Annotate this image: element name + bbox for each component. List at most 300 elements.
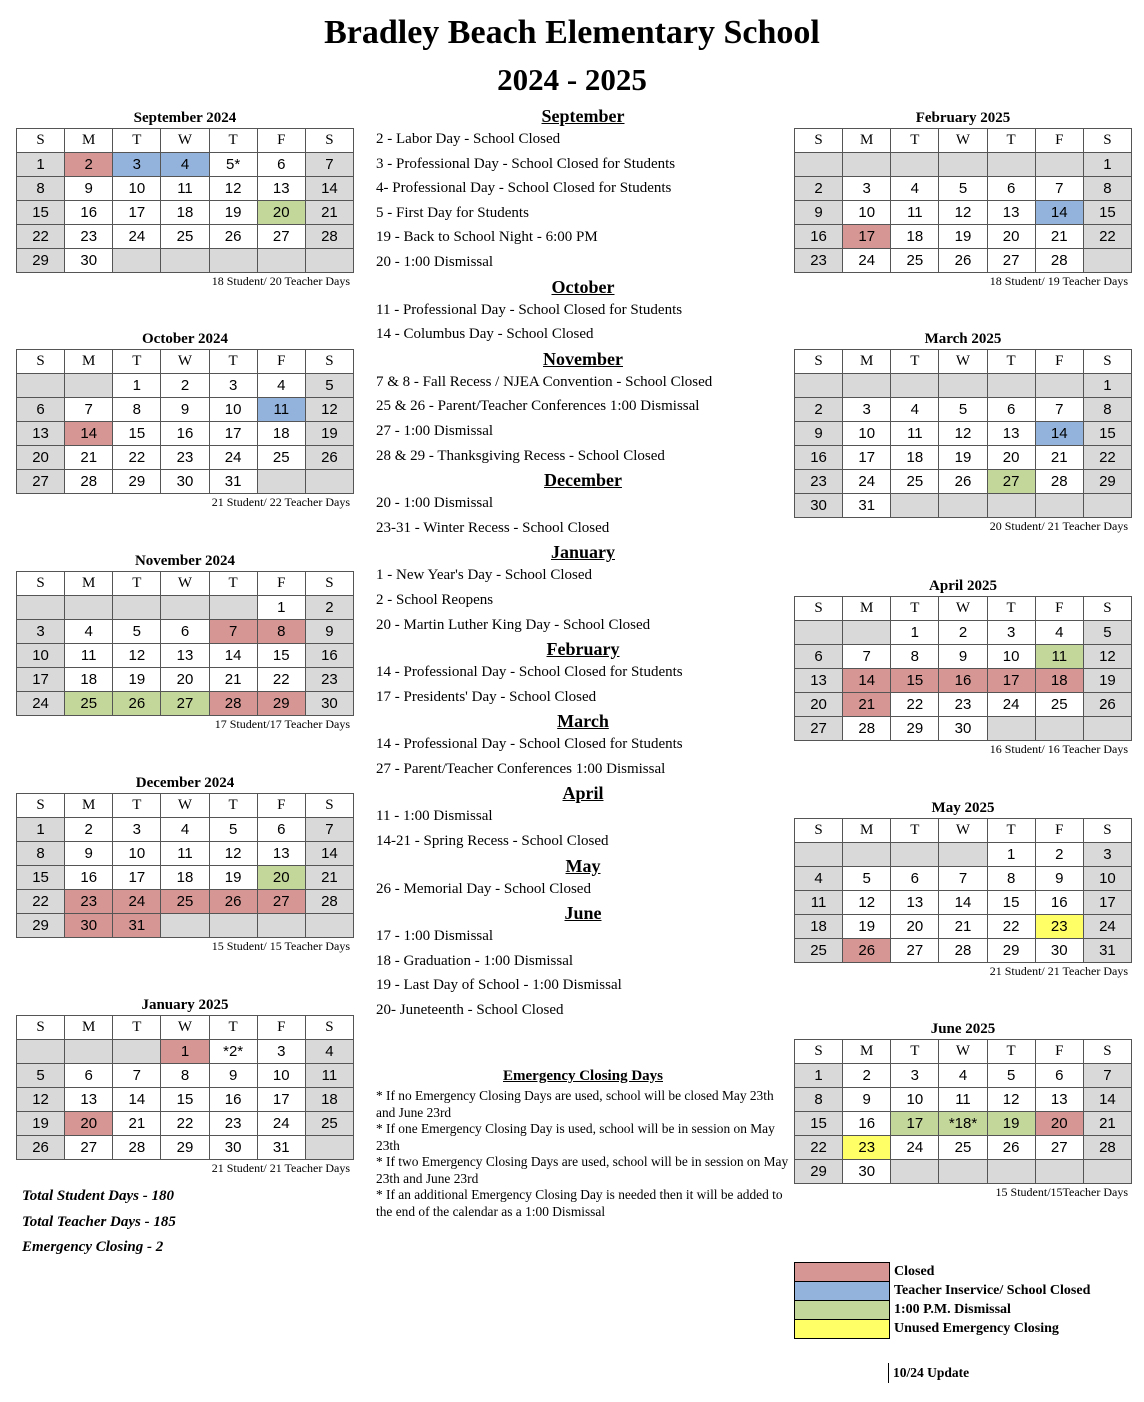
month-calendar xyxy=(16,995,354,1176)
day-cell: 3 xyxy=(987,621,1035,645)
day-cell: 9 xyxy=(209,1064,257,1088)
day-cell: 3 xyxy=(891,1064,939,1088)
empty-day-cell xyxy=(795,153,843,177)
event-item: 1 - New Year's Day - School Closed xyxy=(376,567,593,584)
day-cell: 8 xyxy=(17,842,65,866)
event-month-heading: March xyxy=(557,711,609,732)
day-cell: 18 xyxy=(305,1088,353,1112)
empty-day-cell xyxy=(843,153,891,177)
day-cell: 7 xyxy=(1083,1064,1131,1088)
day-cell: 17 xyxy=(113,201,161,225)
day-cell: 14 xyxy=(1035,201,1083,225)
day-cell: 3 xyxy=(843,398,891,422)
day-cell: 8 xyxy=(1083,177,1131,201)
day-cell: 19 xyxy=(939,225,987,249)
emergency-note: * If no Emergency Closing Days are used, school will be closed May 23th and June 23rd xyxy=(376,1088,774,1120)
day-cell: 15 xyxy=(1083,422,1131,446)
month-title: February 2025 xyxy=(915,110,1011,126)
day-cell: 19 xyxy=(843,915,891,939)
day-cell: 26 xyxy=(843,939,891,963)
month-day-count: 15 Student/ 15 Teacher Days xyxy=(211,939,350,953)
empty-day-cell xyxy=(1083,494,1131,518)
day-cell: 14 xyxy=(65,422,113,446)
day-cell: 13 xyxy=(891,891,939,915)
weekday-header: W xyxy=(161,572,209,596)
day-cell: 31 xyxy=(843,494,891,518)
day-cell: 7 xyxy=(1035,177,1083,201)
event-item: 5 - First Day for Students xyxy=(376,204,529,221)
day-cell: 11 xyxy=(891,422,939,446)
day-cell: 28 xyxy=(305,890,353,914)
event-item: 3 - Professional Day - School Closed for Students xyxy=(376,155,676,172)
day-cell: 12 xyxy=(843,891,891,915)
day-cell: 11 xyxy=(161,177,209,201)
day-cell: 14 xyxy=(305,177,353,201)
day-cell: 9 xyxy=(161,398,209,422)
day-cell: 11 xyxy=(161,842,209,866)
weekday-header: S xyxy=(305,129,353,153)
day-cell: 18 xyxy=(795,915,843,939)
legend-swatch xyxy=(794,1300,890,1320)
month-grid xyxy=(794,818,1132,963)
day-cell: 14 xyxy=(305,842,353,866)
day-cell: 30 xyxy=(65,249,113,273)
weekday-header: T xyxy=(209,1016,257,1040)
event-item: 11 - 1:00 Dismissal xyxy=(376,808,493,825)
day-cell: 27 xyxy=(987,470,1035,494)
day-cell: 30 xyxy=(939,717,987,741)
day-cell: 9 xyxy=(1035,867,1083,891)
month-grid xyxy=(794,1039,1132,1184)
day-cell: 5 xyxy=(209,818,257,842)
weekday-header: W xyxy=(161,129,209,153)
empty-day-cell xyxy=(65,596,113,620)
event-item: 27 - 1:00 Dismissal xyxy=(376,422,494,439)
day-cell: 25 xyxy=(257,446,305,470)
weekday-header: F xyxy=(1035,350,1083,374)
weekday-header: F xyxy=(1035,1040,1083,1064)
month-calendar xyxy=(16,108,354,289)
day-cell: 23 xyxy=(65,890,113,914)
day-cell: 21 xyxy=(113,1112,161,1136)
month-day-count: 16 Student/ 16 Teacher Days xyxy=(989,742,1128,756)
event-month-heading: December xyxy=(544,470,622,491)
day-cell: 16 xyxy=(65,201,113,225)
weekday-header: S xyxy=(1083,819,1131,843)
day-cell: 3 xyxy=(1083,843,1131,867)
day-cell: 30 xyxy=(209,1136,257,1160)
event-item: 14-21 - Spring Recess - School Closed xyxy=(376,833,609,850)
month-title: May 2025 xyxy=(931,800,995,816)
weekday-header: M xyxy=(843,129,891,153)
day-cell: 10 xyxy=(891,1088,939,1112)
total-student-days: Total Student Days - 180 xyxy=(22,1188,174,1204)
empty-day-cell xyxy=(795,843,843,867)
day-cell: 23 xyxy=(161,446,209,470)
month-title: November 2024 xyxy=(134,553,236,569)
day-cell: 17 xyxy=(843,225,891,249)
legend-label: Closed xyxy=(894,1263,935,1279)
day-cell: 1 xyxy=(17,818,65,842)
weekday-header: S xyxy=(1083,597,1131,621)
day-cell: 20 xyxy=(257,866,305,890)
day-cell: 24 xyxy=(987,693,1035,717)
day-cell: 7 xyxy=(65,398,113,422)
day-cell: 23 xyxy=(795,249,843,273)
event-item: 14 - Professional Day - School Closed for Students xyxy=(376,736,683,753)
day-cell: 22 xyxy=(987,915,1035,939)
day-cell: 14 xyxy=(843,669,891,693)
event-item: 28 & 29 - Thanksgiving Recess - School Closed xyxy=(376,447,665,464)
day-cell: 21 xyxy=(305,201,353,225)
day-cell: 13 xyxy=(1035,1088,1083,1112)
weekday-header: M xyxy=(843,1040,891,1064)
day-cell: 27 xyxy=(161,692,209,716)
day-cell: 28 xyxy=(939,939,987,963)
day-cell: 14 xyxy=(939,891,987,915)
empty-day-cell xyxy=(987,153,1035,177)
weekday-header: F xyxy=(1035,819,1083,843)
event-item: 20 - 1:00 Dismissal xyxy=(376,495,494,512)
day-cell: 10 xyxy=(17,644,65,668)
weekday-header: T xyxy=(209,794,257,818)
event-item: 11 - Professional Day - School Closed for Students xyxy=(376,301,683,318)
event-item: 17 - 1:00 Dismissal xyxy=(376,928,494,945)
day-cell: 8 xyxy=(161,1064,209,1088)
day-cell: 23 xyxy=(843,1136,891,1160)
day-cell: 28 xyxy=(1035,249,1083,273)
month-day-count: 18 Student/ 19 Teacher Days xyxy=(989,274,1128,288)
day-cell: 6 xyxy=(987,177,1035,201)
day-cell: 17 xyxy=(257,1088,305,1112)
day-cell: 5 xyxy=(17,1064,65,1088)
day-cell: 7 xyxy=(305,818,353,842)
day-cell: 15 xyxy=(17,866,65,890)
day-cell: 29 xyxy=(1083,470,1131,494)
day-cell: 16 xyxy=(1035,891,1083,915)
weekday-header: S xyxy=(795,350,843,374)
day-cell: 28 xyxy=(1083,1136,1131,1160)
day-cell: 12 xyxy=(939,422,987,446)
empty-day-cell xyxy=(17,1040,65,1064)
day-cell: 20 xyxy=(1035,1112,1083,1136)
day-cell: 15 xyxy=(257,644,305,668)
empty-day-cell xyxy=(17,596,65,620)
event-month-heading: April xyxy=(562,783,604,804)
weekday-header: S xyxy=(305,794,353,818)
day-cell: 8 xyxy=(795,1088,843,1112)
event-item: 20- Juneteenth - School Closed xyxy=(376,1002,564,1019)
day-cell: 3 xyxy=(257,1040,305,1064)
weekday-header: T xyxy=(987,1040,1035,1064)
day-cell: 11 xyxy=(891,201,939,225)
day-cell: 26 xyxy=(1083,693,1131,717)
emergency-title: Emergency Closing Days xyxy=(503,1068,663,1084)
day-cell: 25 xyxy=(939,1136,987,1160)
day-cell: 18 xyxy=(161,866,209,890)
day-cell: 3 xyxy=(17,620,65,644)
empty-day-cell xyxy=(843,843,891,867)
day-cell: 27 xyxy=(795,717,843,741)
weekday-header: S xyxy=(795,129,843,153)
day-cell: 3 xyxy=(113,818,161,842)
empty-day-cell xyxy=(1035,374,1083,398)
empty-day-cell xyxy=(987,374,1035,398)
day-cell: 12 xyxy=(1083,645,1131,669)
weekday-header: S xyxy=(17,1016,65,1040)
legend-label: Teacher Inservice/ School Closed xyxy=(894,1282,1091,1298)
day-cell: 15 xyxy=(987,891,1035,915)
weekday-header: S xyxy=(795,1040,843,1064)
day-cell: 24 xyxy=(1083,915,1131,939)
empty-day-cell xyxy=(161,914,209,938)
day-cell: 7 xyxy=(1035,398,1083,422)
weekday-header: S xyxy=(17,129,65,153)
empty-day-cell xyxy=(939,494,987,518)
day-cell: 17 xyxy=(17,668,65,692)
day-cell: 26 xyxy=(209,890,257,914)
day-cell: 9 xyxy=(305,620,353,644)
day-cell: 25 xyxy=(161,225,209,249)
day-cell: 9 xyxy=(795,422,843,446)
weekday-header: M xyxy=(65,794,113,818)
day-cell: 28 xyxy=(843,717,891,741)
emergency-note: * If one Emergency Closing Day is used, school will be in session on May 23th xyxy=(376,1121,775,1153)
day-cell: 1 xyxy=(891,621,939,645)
day-cell: 22 xyxy=(17,225,65,249)
day-cell: 1 xyxy=(113,374,161,398)
empty-day-cell xyxy=(795,621,843,645)
day-cell: 23 xyxy=(1035,915,1083,939)
day-cell: 5 xyxy=(987,1064,1035,1088)
day-cell: 5 xyxy=(939,177,987,201)
day-cell: 14 xyxy=(209,644,257,668)
day-cell: 26 xyxy=(209,225,257,249)
empty-day-cell xyxy=(305,470,353,494)
empty-day-cell xyxy=(987,494,1035,518)
day-cell: 30 xyxy=(305,692,353,716)
weekday-header: W xyxy=(161,1016,209,1040)
day-cell: 25 xyxy=(795,939,843,963)
day-cell: 9 xyxy=(843,1088,891,1112)
weekday-header: T xyxy=(987,819,1035,843)
day-cell: 12 xyxy=(209,177,257,201)
day-cell: 20 xyxy=(987,446,1035,470)
legend-swatch xyxy=(794,1319,890,1339)
event-item: 14 - Professional Day - School Closed for Students xyxy=(376,664,683,681)
weekday-header: M xyxy=(843,597,891,621)
event-item: 20 - Martin Luther King Day - School Closed xyxy=(376,616,651,633)
day-cell: 24 xyxy=(257,1112,305,1136)
weekday-header: T xyxy=(113,572,161,596)
empty-day-cell xyxy=(113,596,161,620)
day-cell: 19 xyxy=(939,446,987,470)
day-cell: 27 xyxy=(987,249,1035,273)
day-cell: 3 xyxy=(113,153,161,177)
weekday-header: F xyxy=(257,1016,305,1040)
day-cell: 24 xyxy=(843,470,891,494)
month-calendar xyxy=(794,1019,1132,1200)
weekday-header: S xyxy=(1083,129,1131,153)
day-cell: 21 xyxy=(1035,225,1083,249)
day-cell: 9 xyxy=(65,177,113,201)
day-cell: 29 xyxy=(257,692,305,716)
day-cell: 8 xyxy=(891,645,939,669)
empty-day-cell xyxy=(1083,249,1131,273)
empty-day-cell xyxy=(305,914,353,938)
day-cell: 4 xyxy=(257,374,305,398)
day-cell: 21 xyxy=(1035,446,1083,470)
day-cell: 21 xyxy=(65,446,113,470)
empty-day-cell xyxy=(1035,717,1083,741)
month-day-count: 21 Student/ 21 Teacher Days xyxy=(989,964,1128,978)
day-cell: 22 xyxy=(17,890,65,914)
day-cell: 11 xyxy=(305,1064,353,1088)
month-grid xyxy=(16,793,354,938)
day-cell: 13 xyxy=(795,669,843,693)
empty-day-cell xyxy=(65,1040,113,1064)
day-cell: 5 xyxy=(113,620,161,644)
weekday-header: T xyxy=(209,350,257,374)
day-cell: 19 xyxy=(305,422,353,446)
day-cell: 2 xyxy=(65,818,113,842)
day-cell: 31 xyxy=(113,914,161,938)
day-cell: 26 xyxy=(939,249,987,273)
total-teacher-days: Total Teacher Days - 185 xyxy=(22,1213,176,1230)
event-month-heading: October xyxy=(551,276,615,297)
day-cell: 26 xyxy=(113,692,161,716)
day-cell: 14 xyxy=(1035,422,1083,446)
day-cell: 7 xyxy=(843,645,891,669)
weekday-header: W xyxy=(939,819,987,843)
totals xyxy=(22,1188,176,1265)
day-cell: 29 xyxy=(161,1136,209,1160)
day-cell: 13 xyxy=(65,1088,113,1112)
event-item: 7 & 8 - Fall Recess / NJEA Convention - School Closed xyxy=(376,373,713,390)
event-item: 2 - Labor Day - School Closed xyxy=(376,131,561,147)
empty-day-cell xyxy=(161,249,209,273)
day-cell: 4 xyxy=(65,620,113,644)
day-cell: 5 xyxy=(939,398,987,422)
day-cell: 4 xyxy=(891,177,939,201)
month-grid xyxy=(794,128,1132,273)
month-title: September 2024 xyxy=(133,110,237,126)
day-cell: 3 xyxy=(209,374,257,398)
empty-day-cell xyxy=(891,374,939,398)
day-cell: 27 xyxy=(891,939,939,963)
day-cell: 29 xyxy=(17,914,65,938)
day-cell: 16 xyxy=(939,669,987,693)
day-cell: 22 xyxy=(257,668,305,692)
weekday-header: S xyxy=(17,794,65,818)
day-cell: 14 xyxy=(1083,1088,1131,1112)
day-cell: 15 xyxy=(1083,201,1131,225)
legend-item xyxy=(794,1262,1090,1281)
empty-day-cell xyxy=(1035,1160,1083,1184)
day-cell: 20 xyxy=(987,225,1035,249)
day-cell: 18 xyxy=(65,668,113,692)
weekday-header: T xyxy=(891,597,939,621)
weekday-header: M xyxy=(65,350,113,374)
day-cell: 23 xyxy=(65,225,113,249)
day-cell: *18* xyxy=(939,1112,987,1136)
day-cell: 6 xyxy=(891,867,939,891)
legend-label: 1:00 P.M. Dismissal xyxy=(894,1301,1011,1317)
day-cell: 8 xyxy=(257,620,305,644)
day-cell: 8 xyxy=(113,398,161,422)
weekday-header: S xyxy=(305,1016,353,1040)
day-cell: 2 xyxy=(305,596,353,620)
empty-day-cell xyxy=(843,621,891,645)
day-cell: 13 xyxy=(17,422,65,446)
day-cell: 24 xyxy=(113,225,161,249)
day-cell: 12 xyxy=(305,398,353,422)
day-cell: 2 xyxy=(161,374,209,398)
day-cell: 6 xyxy=(17,398,65,422)
day-cell: 25 xyxy=(305,1112,353,1136)
day-cell: 7 xyxy=(113,1064,161,1088)
events-list xyxy=(376,104,790,1023)
day-cell: 18 xyxy=(891,446,939,470)
weekday-header: S xyxy=(1083,350,1131,374)
weekday-header: F xyxy=(1035,129,1083,153)
event-item: 27 - Parent/Teacher Conferences 1:00 Dismissal xyxy=(376,760,666,777)
weekday-header: T xyxy=(113,1016,161,1040)
day-cell: 2 xyxy=(1035,843,1083,867)
day-cell: 17 xyxy=(209,422,257,446)
day-cell: 16 xyxy=(209,1088,257,1112)
day-cell: 25 xyxy=(1035,693,1083,717)
month-title: January 2025 xyxy=(141,997,229,1013)
day-cell: 21 xyxy=(939,915,987,939)
legend-swatch xyxy=(794,1262,890,1282)
day-cell: 10 xyxy=(987,645,1035,669)
empty-day-cell xyxy=(209,249,257,273)
day-cell: 12 xyxy=(987,1088,1035,1112)
day-cell: 11 xyxy=(939,1088,987,1112)
day-cell: 17 xyxy=(113,866,161,890)
day-cell: 4 xyxy=(795,867,843,891)
day-cell: 16 xyxy=(161,422,209,446)
day-cell: 24 xyxy=(843,249,891,273)
event-item: 2 - School Reopens xyxy=(376,591,494,608)
weekday-header: T xyxy=(891,129,939,153)
day-cell: 21 xyxy=(1083,1112,1131,1136)
day-cell: 22 xyxy=(113,446,161,470)
day-cell: 2 xyxy=(65,153,113,177)
day-cell: 17 xyxy=(891,1112,939,1136)
empty-day-cell xyxy=(891,153,939,177)
empty-day-cell xyxy=(987,717,1035,741)
weekday-header: S xyxy=(305,350,353,374)
day-cell: 26 xyxy=(939,470,987,494)
weekday-header: S xyxy=(795,819,843,843)
day-cell: 25 xyxy=(161,890,209,914)
day-cell: 15 xyxy=(795,1112,843,1136)
day-cell: 13 xyxy=(257,842,305,866)
event-item: 4- Professional Day - School Closed for Students xyxy=(376,180,672,197)
weekday-header: T xyxy=(987,597,1035,621)
day-cell: 4 xyxy=(305,1040,353,1064)
day-cell: 13 xyxy=(987,422,1035,446)
day-cell: 12 xyxy=(939,201,987,225)
empty-day-cell xyxy=(939,843,987,867)
day-cell: 21 xyxy=(209,668,257,692)
empty-day-cell xyxy=(891,843,939,867)
weekday-header: W xyxy=(939,129,987,153)
day-cell: 11 xyxy=(257,398,305,422)
month-title: October 2024 xyxy=(142,331,228,347)
